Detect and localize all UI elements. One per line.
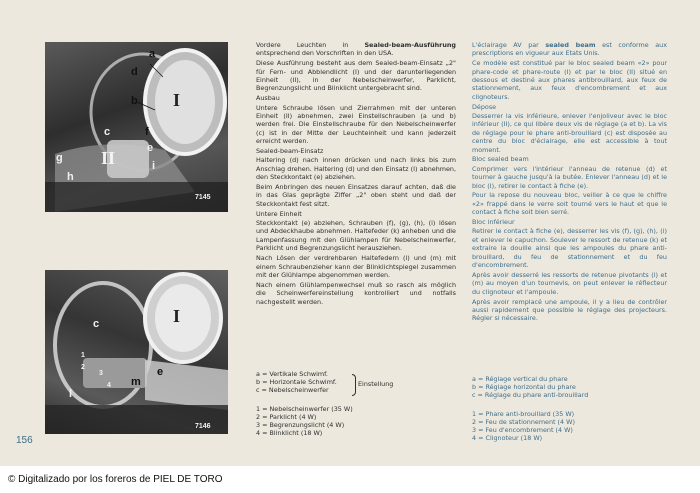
german-intro: Vordere Leuchten in Sealed-beam-Ausführung entsprechend den Vorschriften in den USA. <box>256 41 456 58</box>
french-intro: L'éclairage AV par sealed beam est conforme aux prescriptions en vigueur aux Etats Unis. <box>472 41 667 58</box>
figure-id: 7146 <box>195 423 211 430</box>
footer <box>0 466 700 493</box>
label-e: e <box>147 142 154 154</box>
label-c: c <box>104 126 111 138</box>
legend-1: 1 = Phare anti-brouillard (35 W) <box>472 409 575 418</box>
german-p2: Untere Schraube lösen und Zierrahmen mit der unteren Einheit (II) abnehmen, zwei Einstellschrauben (a und b) werden frei. Die Einstellschraube für den Nebelscheinwerfer (c) ist in der Mitte der Leuchteinheit und kann jederzeit erreicht werden. <box>256 103 456 146</box>
legend-2: 2 = Parklicht (4 W) <box>256 412 317 421</box>
number-1: 1 <box>81 352 85 359</box>
headlight-photo-7146 <box>45 270 228 434</box>
legend-b: b = Horizontale Schwimf. <box>256 378 337 387</box>
french-text-column <box>472 41 667 324</box>
roman-I: I <box>173 90 181 110</box>
number-4: 4 <box>107 382 111 389</box>
french-p6: Après avoir desserré les ressorts de retenue pivotants (l) et (m) au moyen d'un tournevis, on peut enlever le réflecteur du clignoteur et l'ampoule. <box>472 270 667 296</box>
number-3: 3 <box>99 370 103 377</box>
legend-3: 3 = Begrenzungslicht (4 W) <box>256 421 345 430</box>
label-a: a <box>149 48 156 60</box>
roman-II: II <box>101 148 116 168</box>
german-p4: Beim Anbringen des neuen Einsatzes darauf achten, daß die in das Glas geprägte Ziffer „2" oben steht und daß der Steckkontakt fest sitzt. <box>256 183 456 208</box>
legend-b: b = Réglage horizontal du phare <box>472 383 576 392</box>
french-p7: Après avoir remplacé une ampoule, il y a lieu de contrôler aussi rapidement que possible le réglage des projecteurs. Régler si nécessaire. <box>472 297 667 323</box>
headlight-drawing <box>45 270 228 434</box>
french-p5: Retirer le contact à fiche (e), desserrer les vis (f), (g), (h), (i) et enlever le capuchon. Soulever le ressort de retenue (k) et extraire la douille ainsi que les ampoules du phare anti-brouillard, du feu de stationnement et du feu d'encombrement. <box>472 227 667 270</box>
german-heading-untere: Untere Einheit <box>256 209 302 218</box>
label-d: d <box>131 66 138 78</box>
german-p6: Nach Lösen der verdrehbaren Haltefedern (l) und (m) mit einem Schraubenzieher kann der Blinklichtspiegel zusammen mit der Glühlampe abgenommen werden. <box>256 254 456 279</box>
legend-c: c = Nebelscheinwerfer <box>256 386 329 395</box>
figure-id: 7145 <box>195 194 211 201</box>
german-heading-sealed: Sealed-beam-Einsatz <box>256 147 324 156</box>
german-p3: Haltering (d) nach innen drücken und nach links bis zum Anschlag drehen. Haltering (d) und den Einsatz (I) abnehmen, den Steckkontakt (e) abziehen. <box>256 156 456 182</box>
page-number: 156 <box>16 435 33 446</box>
label-e: e <box>157 366 164 378</box>
french-p2: Desserrer la vis inférieure, enlever l'enjoliveur avec le bloc inférieur (II), ce qui libère deux vis de réglage (a et b). La vis de réglage pour le phare anti-brouillard (c) est disposée au centre du bloc d'éclairage, elle est accessible à tout moment. <box>472 112 667 154</box>
french-p4: Pour la repose du nouveau bloc, veiller à ce que le chiffre «2» frappé dans le verre soit tourné vers le haut et que le contact à fiche soit bien serré. <box>472 191 667 217</box>
legend-c: c = Réglage du phare anti-brouillard <box>472 391 589 400</box>
german-p1: Diese Ausführung besteht aus dem Sealed-beam-Einsatz „2" für Fern- und Abblendlicht (I) und der darunterliegenden Einheit (II), in der Nebelscheinwerfer, Parklicht, Begrenzungslicht und Blinklicht untergebracht sind. <box>256 59 456 93</box>
legend-a: a = Réglage vertical du phare <box>472 375 568 383</box>
french-heading-depose: Dépose <box>472 102 497 111</box>
brace <box>352 374 356 396</box>
french-heading-bloc: Bloc sealed beam <box>472 155 529 164</box>
label-b: b <box>131 95 138 107</box>
legend-a: a = Vertikale Schwimf. <box>256 370 328 378</box>
legend-2: 2 = Feu de stationnement (4 W) <box>472 417 575 426</box>
legend-1: 1 = Nebelscheinwerfer (35 W) <box>256 404 353 413</box>
credit-text: © Digitalizado por los foreros de PIEL DE TORO <box>8 474 223 485</box>
french-heading-inferieur: Bloc inférieur <box>472 218 515 227</box>
german-p5: Steckkontakt (e) abziehen, Schrauben (f), (g), (h), (i) lösen und Abdeckhaube abnehmen. Haltefeder (k) anheben und die Lampenfassung mit den Glühlampen für Nebelscheinwerfer, Parklicht und Begrenzungslicht herausziehen. <box>256 219 456 253</box>
legend-4: 4 = Clignoteur (18 W) <box>472 434 543 443</box>
french-legend <box>472 375 667 442</box>
legend-3: 3 = Feu d'encombrement (4 W) <box>472 426 573 435</box>
label-h: h <box>67 171 74 183</box>
label-c: c <box>93 318 100 330</box>
german-heading-ausbau: Ausbau <box>256 94 280 103</box>
french-p3: Comprimer vers l'intérieur l'anneau de retenue (d) et tourner à gauche jusqu'à la butée. Enlever l'anneau (d) et le bloc (I), retirer le contact à fiche (e). <box>472 164 667 190</box>
legend-4: 4 = Blinklicht (18 W) <box>256 429 323 438</box>
label-l: l <box>69 388 73 400</box>
label-g: g <box>56 152 63 164</box>
label-m: m <box>131 376 141 388</box>
headlight-photo-7145 <box>45 42 228 212</box>
number-2: 2 <box>81 364 85 371</box>
french-p1: Ce modèle est constitué par le bloc sealed beam «2» pour phare-code et phare-route (I) et par le bloc (II) situé en dessous et destiné aux phares antibrouillard, aux feux de stationnement, aux feux d'encombrement et aux clignoteurs. <box>472 59 667 101</box>
german-legend <box>256 370 456 437</box>
label-i: i <box>152 160 156 172</box>
german-p7: Nach einem Glühlampenwechsel muß so rasch als möglich die Scheinwerfereinstellung kontrolliert und notfalls nachgestellt werden. <box>256 280 456 306</box>
einstellung-label: Einstellung <box>358 380 394 388</box>
label-f: f <box>145 126 149 138</box>
german-text-column <box>256 41 456 307</box>
roman-I: I <box>173 306 181 326</box>
